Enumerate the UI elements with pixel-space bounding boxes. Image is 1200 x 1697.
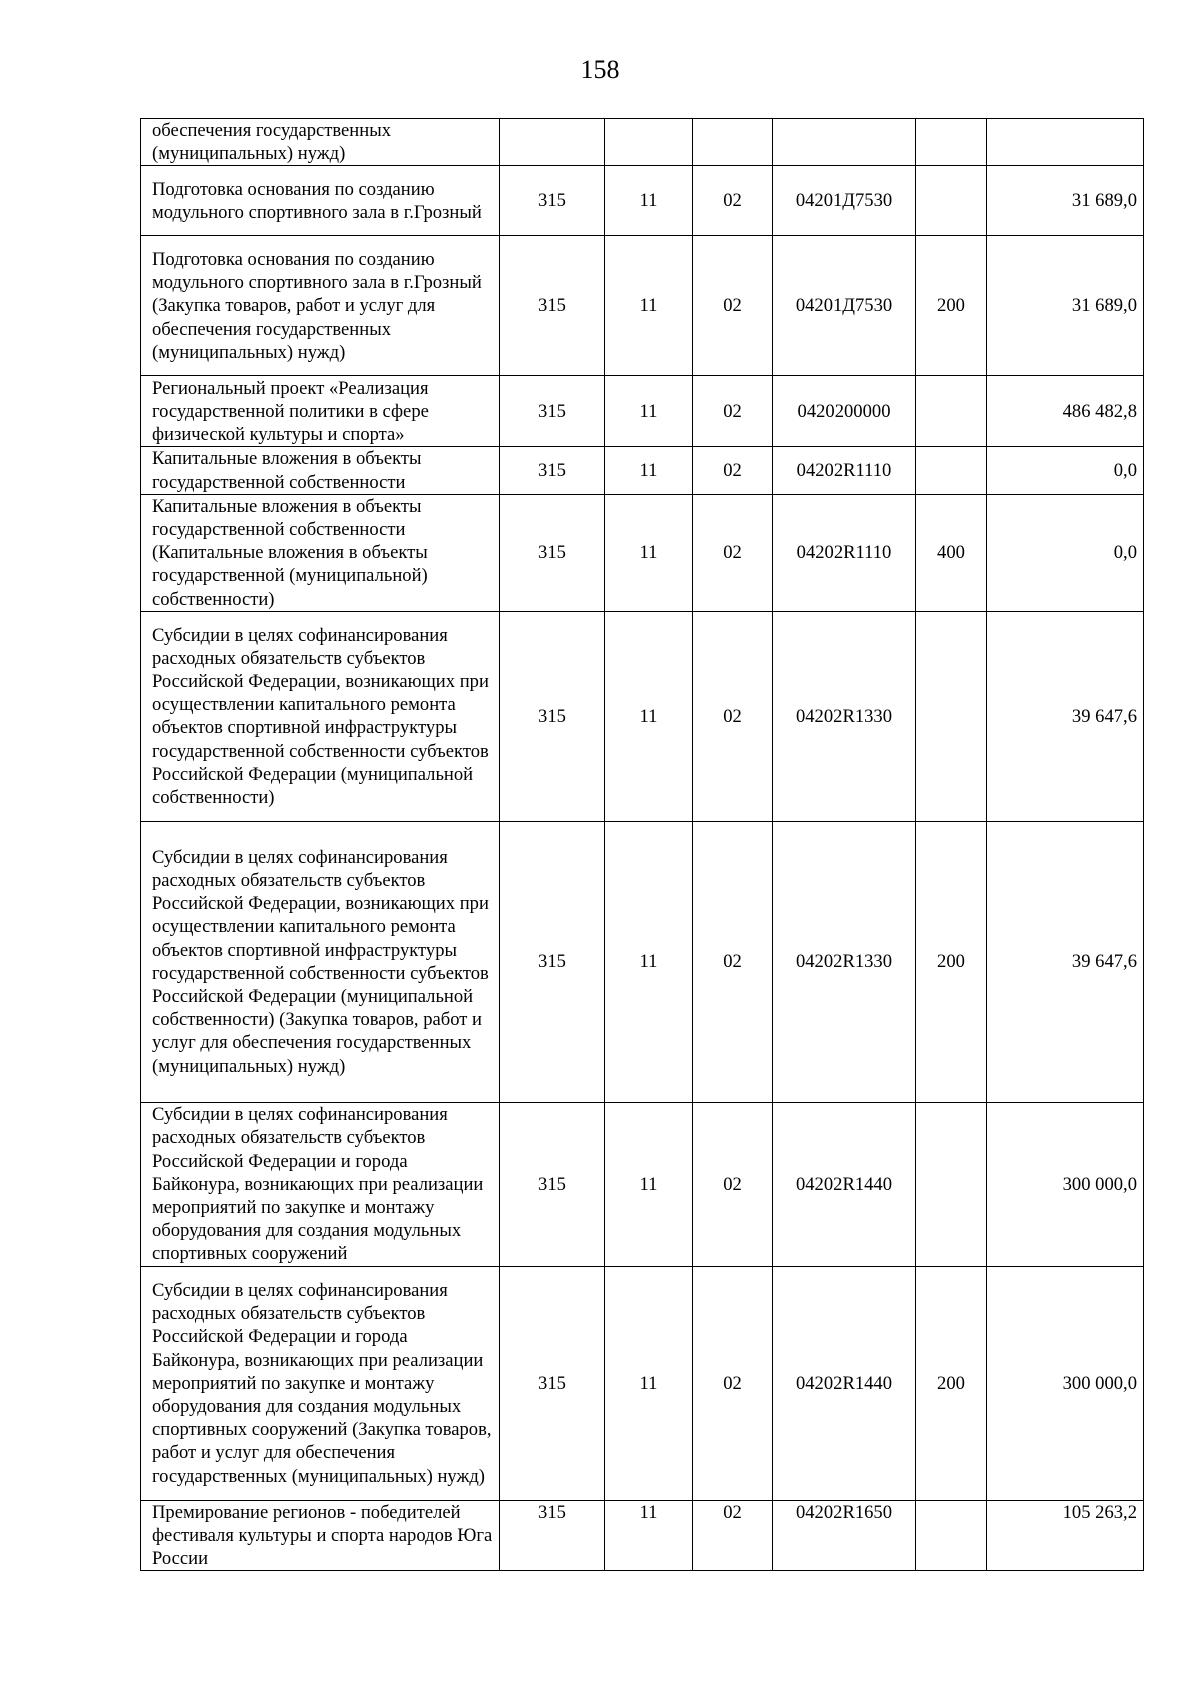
row-pr: 02 bbox=[693, 236, 773, 376]
table-row bbox=[141, 447, 1144, 494]
row-sum: 39 647,6 bbox=[987, 821, 1144, 1102]
table-row bbox=[141, 166, 1144, 236]
table-row bbox=[141, 1266, 1144, 1500]
row-ved: 315 bbox=[500, 236, 605, 376]
row-pr: 02 bbox=[693, 447, 773, 494]
row-sum: 31 689,0 bbox=[987, 166, 1144, 236]
row-rz: 11 bbox=[605, 447, 693, 494]
row-name: Подготовка основания по созданию модульного спортивного зала в г.Грозный (Закупка товаров, работ и услуг для обеспечения государственных (муниципальных) нужд) bbox=[141, 236, 500, 376]
row-vr bbox=[916, 611, 987, 821]
row-rz: 11 bbox=[605, 611, 693, 821]
row-sum bbox=[987, 119, 1144, 166]
row-vr bbox=[916, 447, 987, 494]
row-ved: 315 bbox=[500, 494, 605, 611]
row-pr: 02 bbox=[693, 611, 773, 821]
row-name: Региональный проект «Реализация государственной политики в сфере физической культуры и спорта» bbox=[141, 376, 500, 447]
row-name: обеспечения государственных (муниципальных) нужд) bbox=[141, 119, 500, 166]
table-row bbox=[141, 1102, 1144, 1266]
row-pr: 02 bbox=[693, 821, 773, 1102]
row-pr: 02 bbox=[693, 1500, 773, 1571]
row-ved: 315 bbox=[500, 1500, 605, 1571]
row-pr: 02 bbox=[693, 376, 773, 447]
row-ved: 315 bbox=[500, 166, 605, 236]
row-pr bbox=[693, 119, 773, 166]
row-name: Капитальные вложения в объекты государственной собственности bbox=[141, 447, 500, 494]
row-rz: 11 bbox=[605, 494, 693, 611]
row-rz: 11 bbox=[605, 821, 693, 1102]
row-sum: 0,0 bbox=[987, 447, 1144, 494]
table-row bbox=[141, 1500, 1144, 1571]
row-sum: 31 689,0 bbox=[987, 236, 1144, 376]
budget-table bbox=[140, 118, 1144, 1571]
row-name: Премирование регионов - победителей фестиваля культуры и спорта народов Юга России bbox=[141, 1500, 500, 1571]
row-rz: 11 bbox=[605, 376, 693, 447]
row-csr: 04201Д7530 bbox=[773, 166, 916, 236]
row-name: Субсидии в целях софинансирования расходных обязательств субъектов Российской Федерации и города Байконура, возникающих при реализации мероприятий по закупке и монтажу оборудования для создания модульных спортивных сооружений bbox=[141, 1102, 500, 1266]
row-pr: 02 bbox=[693, 1102, 773, 1266]
row-sum: 486 482,8 bbox=[987, 376, 1144, 447]
row-csr bbox=[773, 119, 916, 166]
table-row bbox=[141, 821, 1144, 1102]
row-vr bbox=[916, 1500, 987, 1571]
row-csr: 0420200000 bbox=[773, 376, 916, 447]
row-name: Капитальные вложения в объекты государственной собственности (Капитальные вложения в объекты государственной (муниципальной) собственности) bbox=[141, 494, 500, 611]
row-vr: 200 bbox=[916, 821, 987, 1102]
row-name: Субсидии в целях софинансирования расходных обязательств субъектов Российской Федерации, возникающих при осуществлении капитального ремонта объектов спортивной инфраструктуры государственной собственности субъектов Российской Федерации (муниципальной собственности) bbox=[141, 611, 500, 821]
row-vr bbox=[916, 1102, 987, 1266]
row-pr: 02 bbox=[693, 494, 773, 611]
row-csr: 04202R1330 bbox=[773, 821, 916, 1102]
row-csr: 04202R1110 bbox=[773, 494, 916, 611]
row-ved: 315 bbox=[500, 1266, 605, 1500]
row-rz: 11 bbox=[605, 1266, 693, 1500]
row-vr: 400 bbox=[916, 494, 987, 611]
table-row bbox=[141, 494, 1144, 611]
row-sum: 0,0 bbox=[987, 494, 1144, 611]
row-rz: 11 bbox=[605, 1500, 693, 1571]
row-vr: 200 bbox=[916, 236, 987, 376]
row-csr: 04202R1440 bbox=[773, 1266, 916, 1500]
row-rz: 11 bbox=[605, 236, 693, 376]
row-ved: 315 bbox=[500, 611, 605, 821]
row-sum: 39 647,6 bbox=[987, 611, 1144, 821]
row-vr bbox=[916, 376, 987, 447]
row-name: Субсидии в целях софинансирования расходных обязательств субъектов Российской Федерации, возникающих при осуществлении капитального ремонта объектов спортивной инфраструктуры государственной собственности субъектов Российской Федерации (муниципальной собственности) (Закупка товаров, работ и услуг для обеспечения государственных (муниципальных) нужд) bbox=[141, 821, 500, 1102]
table-row bbox=[141, 611, 1144, 821]
table-row bbox=[141, 376, 1144, 447]
row-csr: 04202R1330 bbox=[773, 611, 916, 821]
row-vr bbox=[916, 119, 987, 166]
row-csr: 04202R1650 bbox=[773, 1500, 916, 1571]
row-sum: 105 263,2 bbox=[987, 1500, 1144, 1571]
row-csr: 04201Д7530 bbox=[773, 236, 916, 376]
row-ved: 315 bbox=[500, 447, 605, 494]
row-vr: 200 bbox=[916, 1266, 987, 1500]
table-row bbox=[141, 119, 1144, 166]
page-number: 158 bbox=[580, 55, 620, 84]
row-ved: 315 bbox=[500, 1102, 605, 1266]
row-pr: 02 bbox=[693, 166, 773, 236]
row-csr: 04202R1440 bbox=[773, 1102, 916, 1266]
row-ved: 315 bbox=[500, 821, 605, 1102]
row-rz: 11 bbox=[605, 1102, 693, 1266]
row-sum: 300 000,0 bbox=[987, 1102, 1144, 1266]
row-name: Подготовка основания по созданию модульного спортивного зала в г.Грозный bbox=[141, 166, 500, 236]
row-name: Субсидии в целях софинансирования расходных обязательств субъектов Российской Федерации и города Байконура, возникающих при реализации мероприятий по закупке и монтажу оборудования для создания модульных спортивных сооружений (Закупка товаров, работ и услуг для обеспечения государственных (муниципальных) нужд) bbox=[141, 1266, 500, 1500]
row-ved bbox=[500, 119, 605, 166]
row-rz bbox=[605, 119, 693, 166]
row-ved: 315 bbox=[500, 376, 605, 447]
row-sum: 300 000,0 bbox=[987, 1266, 1144, 1500]
row-rz: 11 bbox=[605, 166, 693, 236]
table-row bbox=[141, 236, 1144, 376]
row-vr bbox=[916, 166, 987, 236]
row-csr: 04202R1110 bbox=[773, 447, 916, 494]
row-pr: 02 bbox=[693, 1266, 773, 1500]
